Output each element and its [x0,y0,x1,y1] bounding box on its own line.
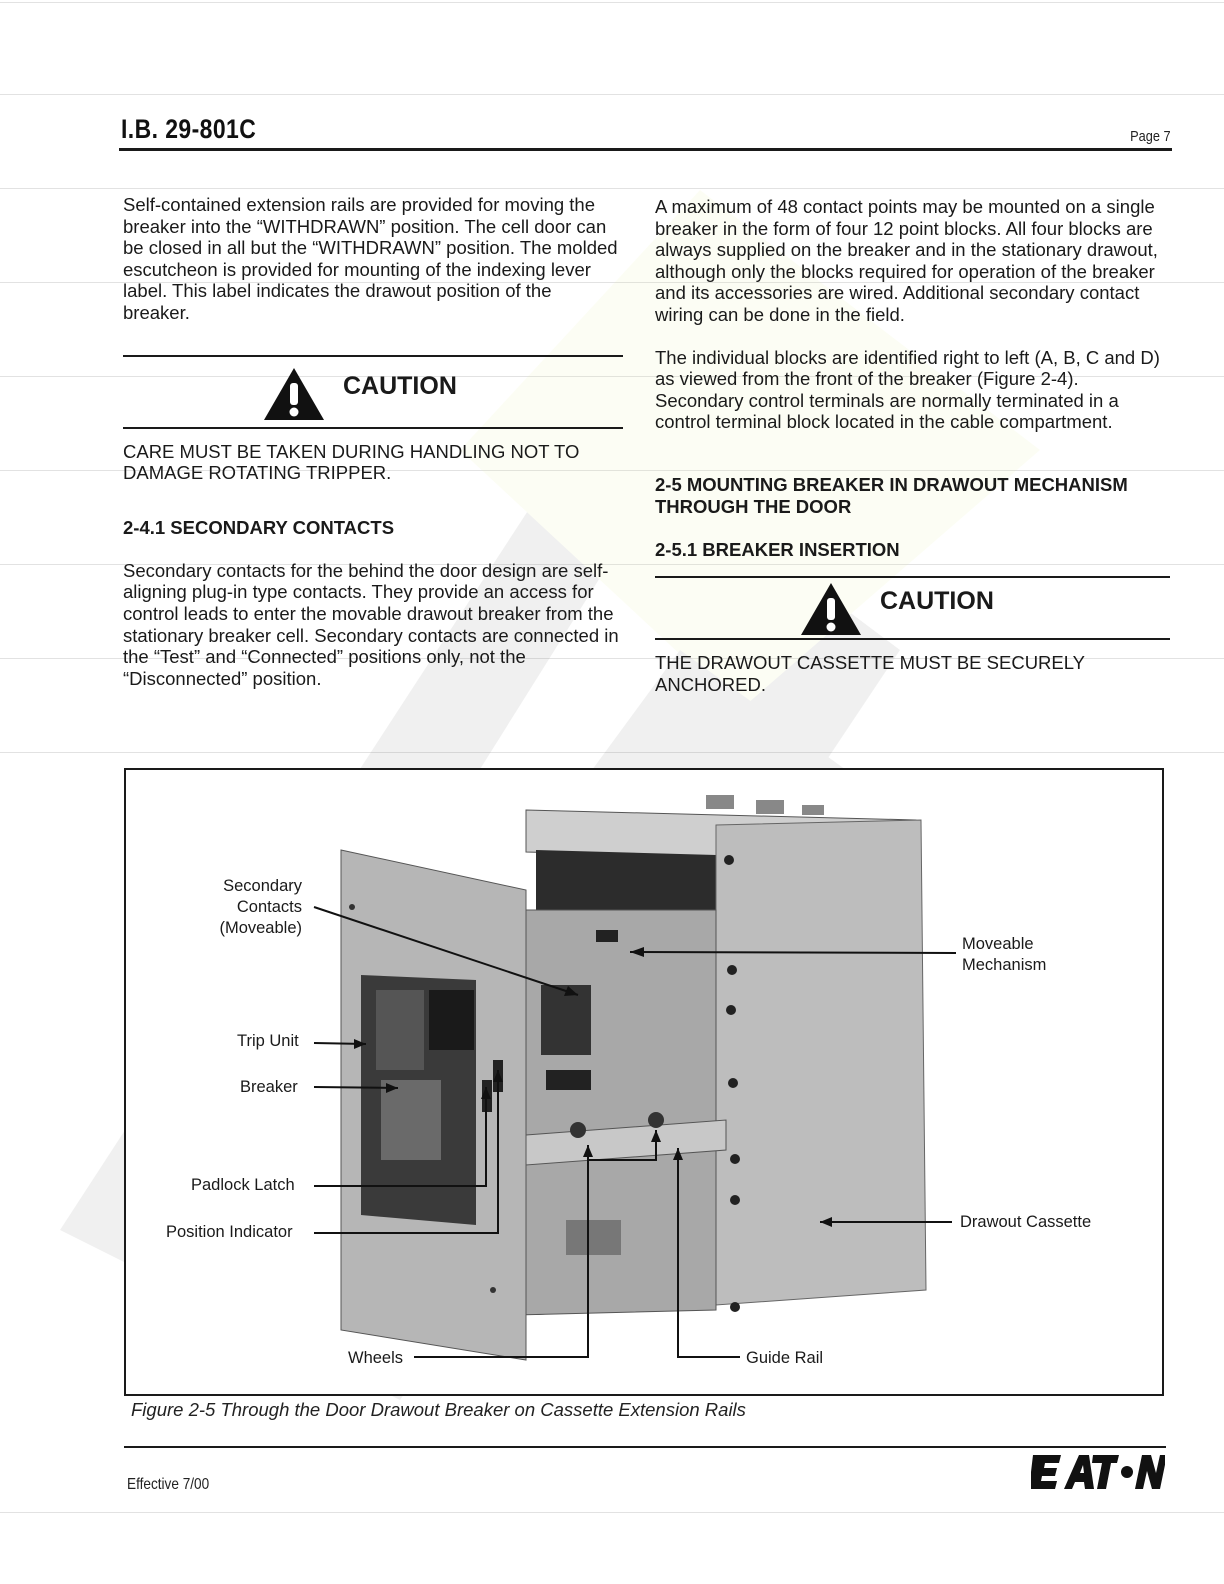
warning-icon [800,582,862,636]
caution-text: CARE MUST BE TAKEN DURING HANDLING NOT TO DAMAGE ROTATING TRIPPER. [123,440,580,484]
callout-trip-unit: Trip Unit [237,1032,299,1050]
caution-text: THE DRAWOUT CASSETTE MUST BE SECURELY ANCHORED. [655,651,1085,695]
callout-line: Secondary [223,877,302,895]
scan-line [0,188,1224,189]
callout-padlock-latch: Padlock Latch [191,1176,295,1194]
contact-points-paragraph: A maximum of 48 contact points may be mounted on a single breaker in the form of four 12 point blocks. All four blocks are always supplied on the breaker and in the stationary drawout, although only the blocks required for operation of the breaker and its accessories are wired. Additional secondary contact wiring can be done in the field. [655,196,1158,325]
callout-wheels: Wheels [348,1349,404,1367]
caution-title: CAUTION [343,371,457,400]
subsection-heading: 2-5.1 BREAKER INSERTION [655,538,900,560]
caution-header [263,367,457,421]
callout-line: Mechanism [962,956,1047,974]
scan-line [0,752,1224,753]
callout-line: Moveable [962,935,1034,953]
callout-drawout-cassette: Drawout Cassette [960,1213,1092,1231]
section-paragraph: Secondary contacts for the behind the door design are self-aligning plug-in type contacts. They provide an access for control leads to enter the movable drawout breaker from the stationary breaker cell. Secondary contacts are connected in the “Test” and “Connected” positions only, not the “Disconnected” position. [123,559,619,689]
right-column [655,196,1170,695]
section-heading: 2-4.1 SECONDARY CONTACTS [123,516,395,538]
warning-icon [263,367,325,421]
caution-box [655,576,1170,640]
scan-line [0,94,1224,95]
callout-breaker: Breaker [240,1078,298,1096]
scan-line [0,2,1224,3]
caution-box [123,355,623,429]
left-column [123,194,623,689]
footer-rule [124,1446,1166,1448]
caution-title: CAUTION [880,587,994,616]
callout-moveable-mechanism [962,934,1046,976]
eaton-logo [1031,1451,1165,1493]
caution-header [800,582,994,636]
figure-frame [124,768,1164,1396]
callout-line: Contacts [236,898,302,916]
header-rule [119,148,1172,151]
callout-guide-rail: Guide Rail [746,1349,824,1367]
document-id: I.B. 29-801C [121,114,257,144]
callout-line: (Moveable) [219,919,302,937]
callout-position-indicator: Position Indicator [166,1223,293,1241]
section-heading: 2-5 MOUNTING BREAKER IN DRAWOUT MECHANISM THROUGH THE DOOR [655,473,1128,517]
effective-date: Effective 7/00 [127,1476,210,1493]
intro-paragraph: Self-contained extension rails are provided for moving the breaker into the “WITHDRAWN” position. The cell door can be closed in all but the “WITHDRAWN” position. The molded escutcheon is provided for mounting of the indexing lever label. This label indicates the drawout position of the breaker. [123,194,618,323]
scan-line [0,1512,1224,1513]
page-number: Page 7 [1130,128,1171,145]
figure-caption: Figure 2-5 Through the Door Drawout Breaker on Cassette Extension Rails [131,1399,746,1420]
blocks-paragraph: The individual blocks are identified right to left (A, B, C and D) as viewed from the front of the breaker (Figure 2-4). Secondary control terminals are normally terminated in a control terminal block located in the cable compartment. [655,346,1160,433]
callout-secondary-contacts [196,876,302,939]
